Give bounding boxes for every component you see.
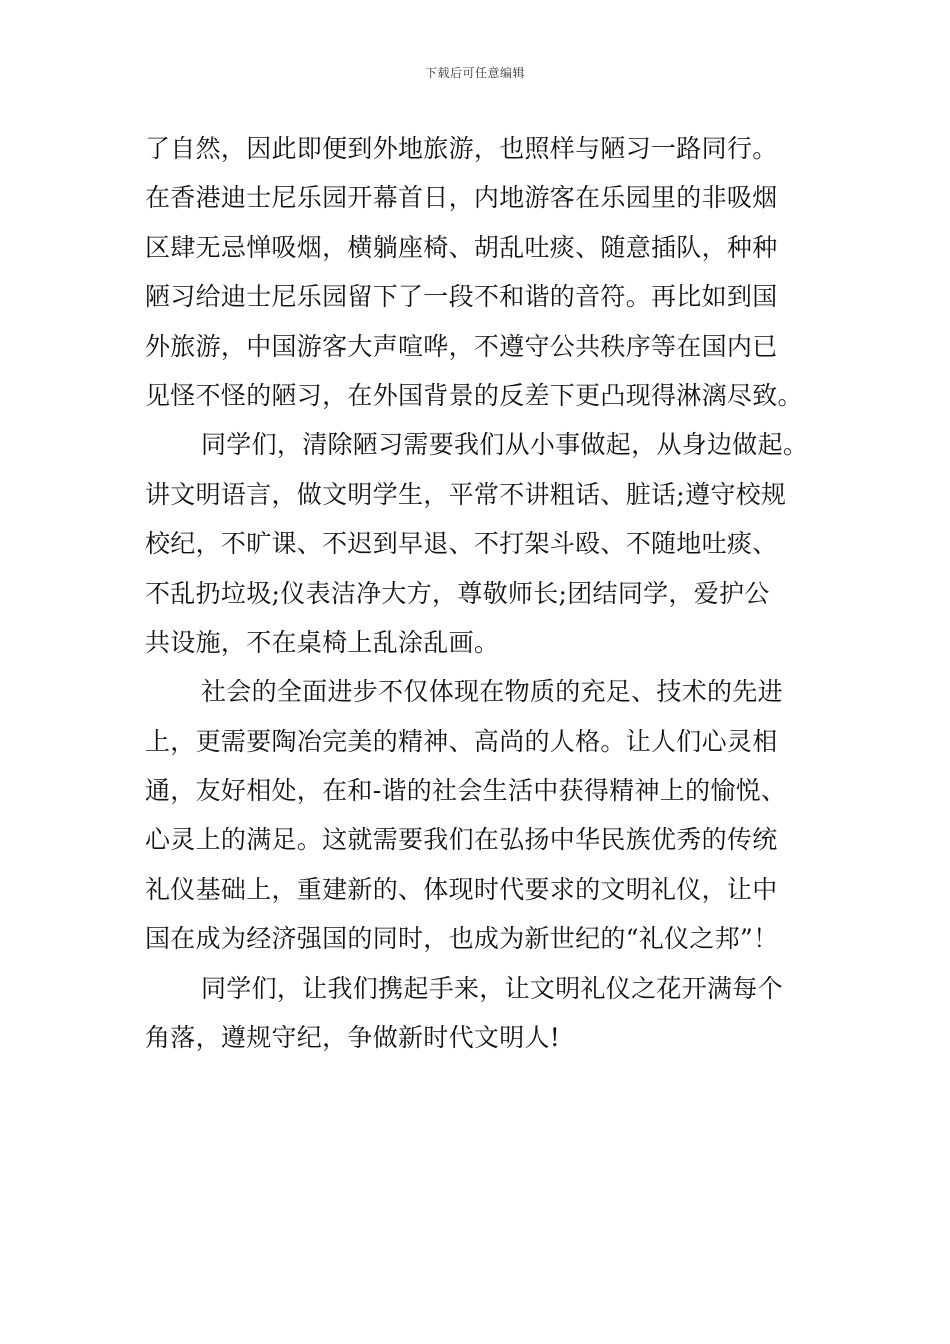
page-header-note: 下载后可任意编辑 xyxy=(424,66,525,80)
text-line: 同学们，清除陋习需要我们从小事做起，从身边做起。 xyxy=(201,430,809,460)
text-line: 角落，遵规守纪，争做新时代文明人! xyxy=(145,1023,561,1053)
text-line: 区肆无忌惮吸烟，横躺座椅、胡乱吐痰、随意插队，种种 xyxy=(145,232,778,262)
text-line: 见怪不怪的陋习，在外国背景的反差下更凸现得淋漓尽致。 xyxy=(145,380,803,410)
paragraph-4 xyxy=(145,964,817,1063)
text-line: 上，更需要陶冶完美的精神、高尚的人格。让人们心灵相 xyxy=(145,726,778,756)
paragraph-2 xyxy=(145,420,817,667)
text-line: 在香港迪士尼乐园开幕首日，内地游客在乐园里的非吸烟 xyxy=(145,183,778,213)
text-line: 心灵上的满足。这就需要我们在弘扬中华民族优秀的传统 xyxy=(145,825,778,855)
text-line: 讲文明语言，做文明学生，平常不讲粗话、脏话;遵守校规 xyxy=(145,479,787,509)
paragraph-3 xyxy=(145,667,817,963)
text-line: 不乱扔垃圾;仪表洁净大方，尊敬师长;团结同学，爱护公 xyxy=(145,578,770,608)
text-line: 外旅游，中国游客大声喧哗，不遵守公共秩序等在国内已 xyxy=(145,331,778,361)
text-line: 国在成为经济强国的同时，也成为新世纪的“礼仪之邦”！ xyxy=(145,924,779,954)
text-line: 校纪，不旷课、不迟到早退、不打架斗殴、不随地吐痰、 xyxy=(145,529,778,559)
text-line: 社会的全面进步不仅体现在物质的充足、技术的先进 xyxy=(201,677,783,707)
paragraph-1 xyxy=(145,124,817,420)
text-line: 共设施，不在桌椅上乱涂乱画。 xyxy=(145,627,500,657)
text-line: 了自然，因此即便到外地旅游，也照样与陋习一路同行。 xyxy=(145,134,778,163)
text-line: 陋习给迪士尼乐园留下了一段不和谐的音符。再比如到国 xyxy=(145,282,778,312)
text-line: 礼仪基础上，重建新的、体现时代要求的文明礼仪，让中 xyxy=(145,874,778,904)
text-line: 同学们，让我们携起手来，让文明礼仪之花开满每个 xyxy=(201,973,783,1003)
document-body xyxy=(145,124,817,1062)
text-line: 通，友好相处，在和-谐的社会生活中获得精神上的愉悦、 xyxy=(145,776,787,806)
